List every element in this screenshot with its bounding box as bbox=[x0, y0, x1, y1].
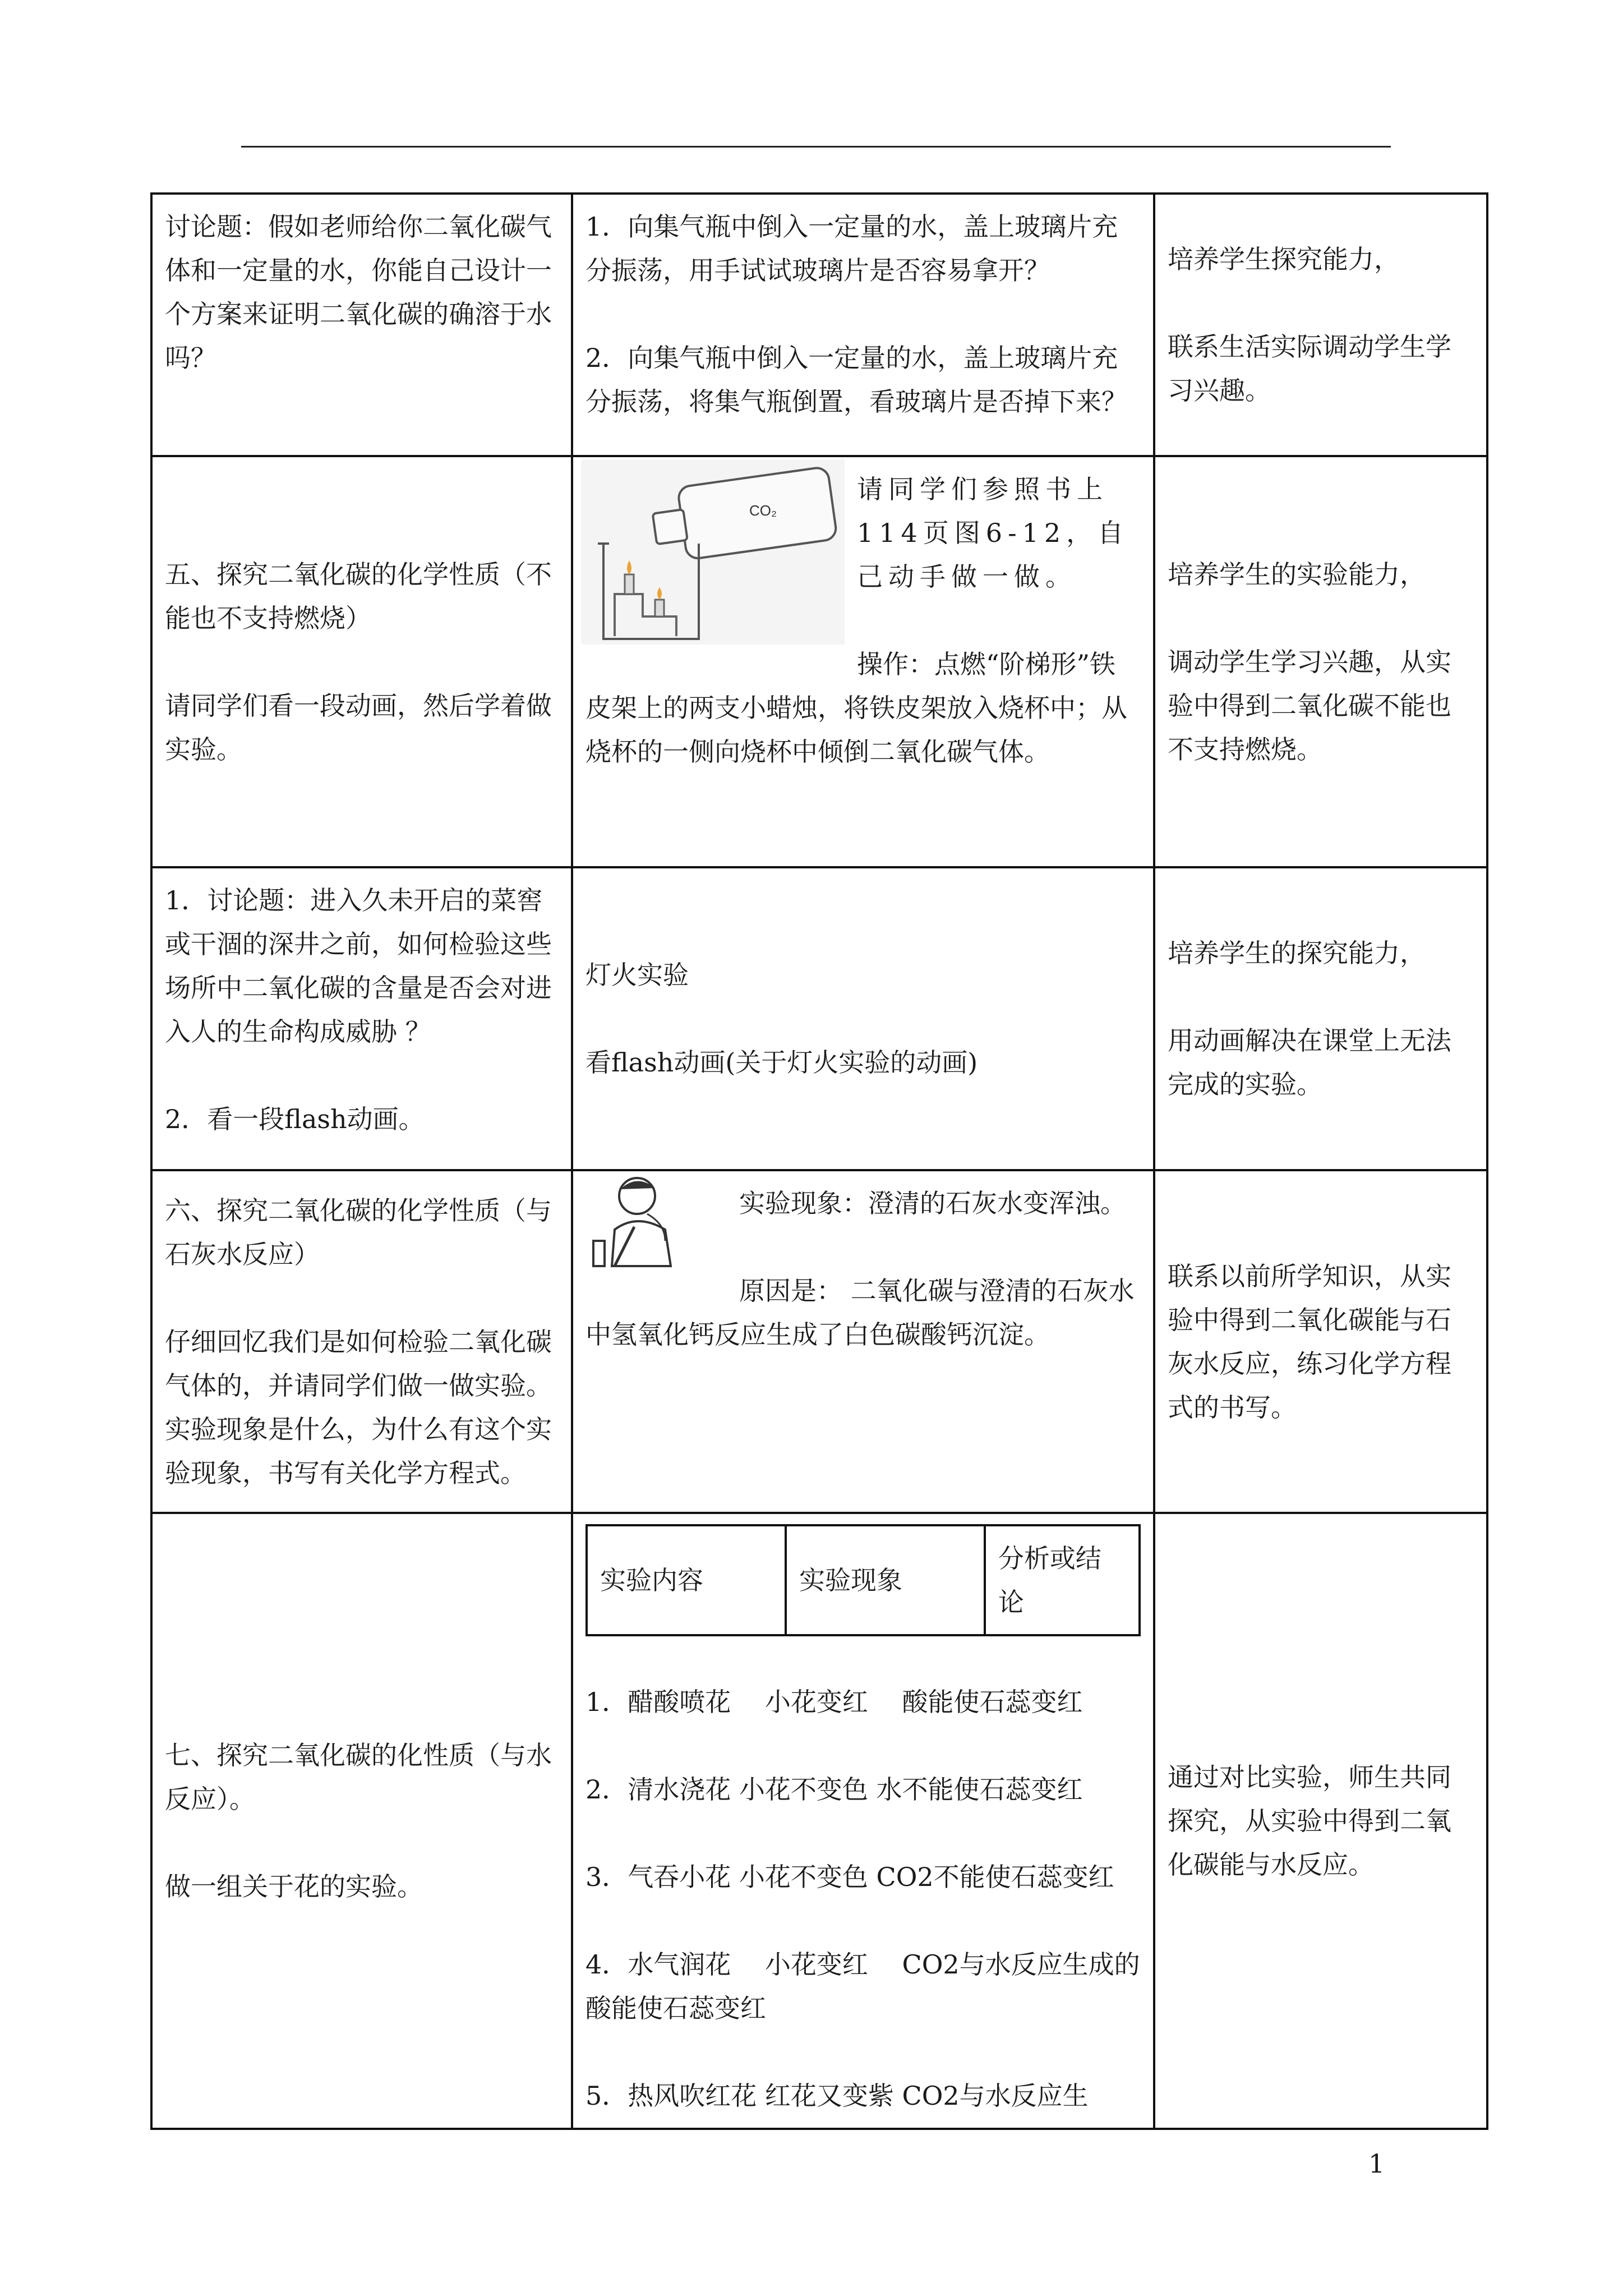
method-cell bbox=[572, 1170, 1154, 1513]
method-text: 1．向集气瓶中倒入一定量的水，盖上玻璃片充分振荡，用手试试玻璃片是否容易拿开？ bbox=[585, 211, 1118, 286]
purpose-text: 培养学生的探究能力， bbox=[1168, 938, 1426, 968]
exp-header-conclusion: 分析或结论 bbox=[985, 1525, 1140, 1635]
activity-cell bbox=[151, 456, 572, 867]
co2-pouring-figure bbox=[581, 459, 845, 645]
reason-text: 原因是： 二氧化碳与澄清的石灰水中氢氧化钙反应生成了白色碳酸钙沉淀。 bbox=[585, 1276, 1135, 1350]
purpose-text: 用动画解决在课堂上无法完成的实验。 bbox=[1168, 1025, 1451, 1099]
instruction-text: 仔细回忆我们是如何检验二氧化碳气体的，并请同学们做一做实验。实验现象是什么，为什么有这个实验现象，书写有关化学方程式。 bbox=[165, 1326, 552, 1488]
instruction-text: 请同学们看一段动画，然后学着做实验。 bbox=[165, 690, 552, 765]
method-text: 2．向集气瓶中倒入一定量的水，盖上玻璃片充分振荡，将集气瓶倒置，看玻璃片是否掉下来？ bbox=[585, 343, 1127, 417]
activity-cell bbox=[151, 1513, 572, 2129]
purpose-cell bbox=[1154, 1170, 1487, 1513]
discussion-text: 1．讨论题：进入久未开启的菜窖或干涸的深井之前，如何检验这些场所中二氧化碳的含量是否会对进入人的生命构成威胁 ？ bbox=[165, 885, 552, 1047]
method-cell bbox=[572, 456, 1154, 867]
experiment-item: 5．热风吹红花 红花又变紫 CO2与水反应生 bbox=[585, 2081, 1089, 2111]
method-cell bbox=[572, 867, 1154, 1170]
experiment-item: 3．气吞小花 小花不变色 CO2不能使石蕊变红 bbox=[585, 1862, 1114, 1892]
section-heading: 六、探究二氧化碳的化学性质（与石灰水反应） bbox=[165, 1195, 552, 1269]
purpose-text: 通过对比实验，师生共同探究，从实验中得到二氧化碳能与水反应。 bbox=[1168, 1762, 1451, 1880]
exp-header-content: 实验内容 bbox=[587, 1525, 786, 1635]
method-cell bbox=[572, 194, 1154, 456]
purpose-text: 培养学生的实验能力， bbox=[1168, 559, 1426, 590]
exp-header-phenomenon: 实验现象 bbox=[786, 1525, 985, 1635]
experiment-item: 4．水气润花 小花变红 CO2与水反应生成的酸能使石蕊变红 bbox=[585, 1949, 1140, 2023]
purpose-cell bbox=[1154, 456, 1487, 867]
activity-cell bbox=[151, 194, 572, 456]
table-row bbox=[151, 194, 1487, 456]
activity-cell bbox=[151, 867, 572, 1170]
experiment-header bbox=[585, 1524, 1141, 1636]
instruction-text: 做一组关于花的实验。 bbox=[165, 1871, 423, 1902]
table-row bbox=[151, 456, 1487, 867]
boy-blowing-figure bbox=[581, 1174, 727, 1269]
phenomenon-text: 实验现象：澄清的石灰水变浑浊。 bbox=[739, 1188, 1126, 1218]
section-heading: 五、探究二氧化碳的化学性质（不能也不支持燃烧） bbox=[165, 559, 552, 633]
purpose-cell bbox=[1154, 194, 1487, 456]
table-row bbox=[151, 867, 1487, 1170]
method-cell bbox=[572, 1513, 1154, 2129]
purpose-text: 联系生活实际调动学生学习兴趣。 bbox=[1168, 332, 1451, 406]
table-row bbox=[151, 1170, 1487, 1513]
method-text: 灯火实验 bbox=[585, 960, 689, 990]
activity-cell bbox=[151, 1170, 572, 1513]
section-heading: 七、探究二氧化碳的化性质（与水反应）。 bbox=[165, 1740, 552, 1814]
purpose-text: 调动学生学习兴趣，从实验中得到二氧化碳不能也不支持燃烧。 bbox=[1168, 646, 1451, 765]
purpose-cell bbox=[1154, 1513, 1487, 2129]
purpose-text: 培养学生探究能力， bbox=[1168, 244, 1400, 274]
instruction-text: 2．看一段flash动画。 bbox=[165, 1104, 425, 1134]
lesson-plan-table bbox=[150, 192, 1488, 2130]
reference-text: 请同学们参照书上114页图6-12，自己动手做一做。 bbox=[857, 474, 1129, 592]
purpose-text: 联系以前所学知识，从实验中得到二氧化碳能与石灰水反应，练习化学方程式的书写。 bbox=[1168, 1260, 1451, 1423]
operation-text: 操作：点燃“阶梯形”铁皮架上的两支小蜡烛，将铁皮架放入烧杯中；从烧杯的一侧向烧杯中倾倒二氧化碳气体。 bbox=[585, 649, 1127, 767]
experiment-item: 1．醋酸喷花 小花变红 酸能使石蕊变红 bbox=[585, 1687, 1083, 1717]
page-number: 1 bbox=[1368, 2148, 1385, 2179]
header-rule bbox=[241, 146, 1391, 148]
table-row bbox=[151, 1513, 1487, 2129]
method-text: 看flash动画(关于灯火实验的动画) bbox=[585, 1047, 978, 1078]
experiment-item: 2．清水浇花 小花不变色 水不能使石蕊变红 bbox=[585, 1774, 1083, 1805]
discussion-text: 讨论题：假如老师给你二氧化碳气体和一定量的水，你能自己设计一个方案来证明二氧化碳的确溶于水吗？ bbox=[165, 211, 552, 373]
co2-label: CO₂ bbox=[749, 502, 777, 519]
purpose-cell bbox=[1154, 867, 1487, 1170]
